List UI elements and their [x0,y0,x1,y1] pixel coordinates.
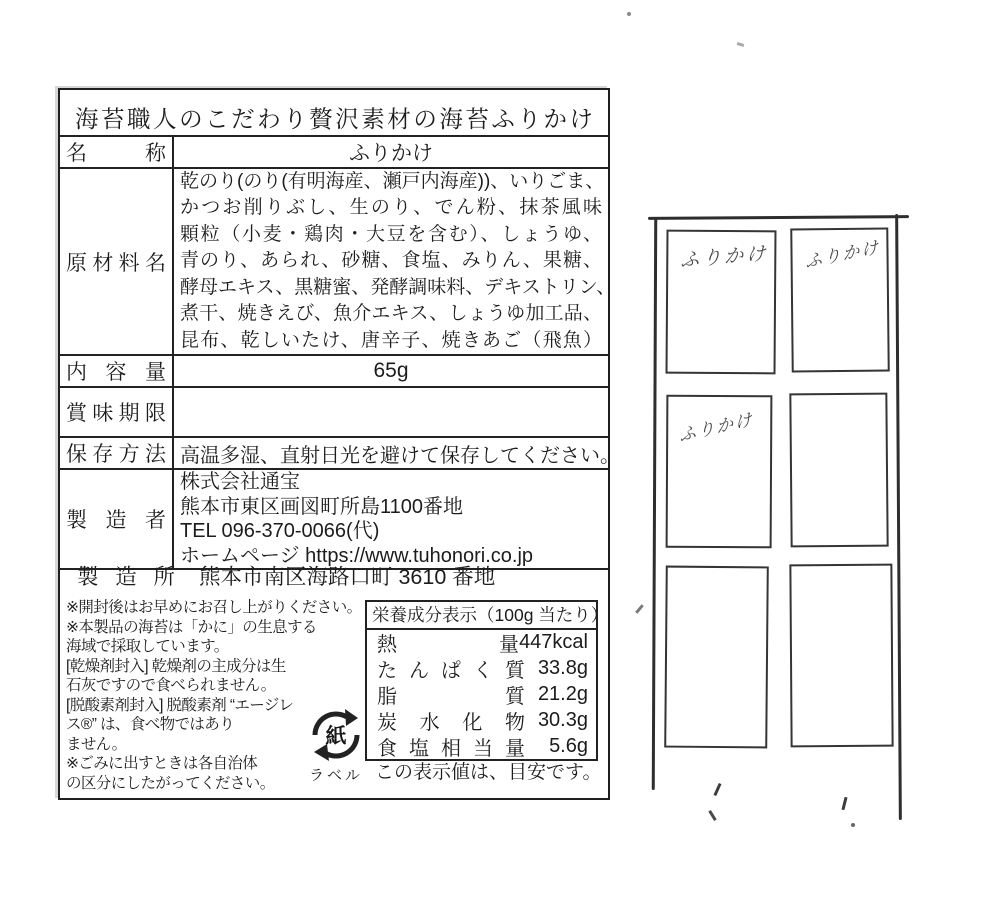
manufacturer-info [173,469,608,569]
note-line: 石灰ですので食べられません。 [66,677,276,694]
spec-value-name: ふりかけ [173,136,608,168]
sketch-outer-top-line [648,215,909,220]
product-label-panel [58,88,620,800]
spec-label-net-content: 内容量 [60,355,173,387]
product-title: 海苔職人のこだわり贅沢素材の海苔ふりかけ [75,106,593,132]
handwritten-furikake: ふりかけ [680,243,769,272]
paper-recycle-mark [300,708,372,785]
sketch-cell [789,564,893,748]
nutrition-name: 脂質 [377,686,525,708]
best-before-value [173,387,608,437]
spec-label-ingredients: 原材料名 [60,168,173,355]
note-line: ※開封後はお早めにお召し上がりください。 [66,599,362,616]
sketch-outer-left-line [652,217,658,790]
ingredients-line: 酵母エキス、黒糖蜜、発酵調味料、デキストリン、 [180,276,616,298]
nutrition-row [367,682,596,708]
ingredients-line: 顆粒（小麦・鶏肉・大豆を含む）、しょうゆ、 [180,223,602,245]
spec-row-net-content [60,355,608,387]
sketch-cell [665,230,776,375]
nutrition-row [367,733,596,759]
factory-address: 熊本市南区海路口町 3610 番地 [199,565,496,589]
manufacturer-tel: TEL 096-370-0066(代) [180,520,380,542]
ingredients-line: 煮干、焼きえび、魚介エキス、しょうゆ加工品、 [180,303,602,325]
nutrition-header: 栄養成分表示（100g 当たり） [367,602,596,630]
manufacturer-homepage: ホームページ https://www.tuhonori.co.jp [180,544,534,567]
nutrition-value: 30.3g [537,708,588,731]
spec-row-ingredients [60,168,608,355]
nutrition-row [367,707,596,733]
spec-table [60,135,620,570]
pen-mark [851,823,855,827]
nutrition-value: 5.6g [549,734,588,757]
note-line: 海域で採取しています。 [66,638,229,655]
storage-value: 高温多湿、直射日光を避けて保存してください。 [173,437,608,469]
note-line: ※本製品の海苔は「かに」の生息する [66,618,317,636]
spec-row-name [60,136,608,168]
sketch-cell [666,395,773,549]
spec-label-storage: 保存方法 [60,437,173,469]
package-sketch [620,200,940,860]
ingredients-line: 昆布、乾しいたけ、唐辛子、焼きあご（飛魚） [180,329,602,351]
spec-row-storage [60,437,608,469]
recycle-icon [309,708,363,762]
nutrition-value: 447kcal [519,631,588,654]
spec-label-manufacturer: 製造者 [60,469,173,569]
note-line: ス®” は、食べ物ではあり [66,716,235,733]
spec-label-name: 名称 [60,136,173,168]
manufacturer-address: 熊本市東区画図町所島1100番地 [180,495,464,518]
sketch-cell [790,227,890,372]
scan-speck [627,12,631,16]
nutrition-value: 21.2g [537,682,588,705]
ingredients-text [173,168,616,355]
spec-row-manufacturer [60,469,608,569]
nutrition-row [367,656,596,682]
sketch-cell [789,393,888,548]
spec-label-best-before: 賞味期限 [60,387,173,437]
note-line: [乾燥剤封入] 乾燥剤の主成分は生 [66,657,286,675]
scan-speck [737,42,745,47]
recycle-caption: ラベル [308,767,363,784]
nutrition-row [367,630,596,656]
nutrition-footer: この表示値は、目安です。 [375,762,602,783]
sketch-cell [664,566,769,749]
manufacturer-company: 株式会社通宝 [180,471,300,493]
handwritten-furikake: ふりかけ [804,237,881,272]
nutrition-name: 炭水化物 [377,711,525,734]
nutrition-table [365,600,609,761]
ingredients-line: かつお削りぶし、生のり、でん粉、抹茶風味 [180,197,602,219]
nutrition-name: たんぱく質 [377,660,525,683]
nutrition-name: 熱量 [377,634,520,657]
note-line: ※ごみに出すときは各自治体 [66,755,258,772]
recycle-symbol: 紙 [325,725,347,748]
ingredients-line: 乾のり(のり(有明海産、瀬戸内海産))、いりごま、 [180,171,605,193]
factory-label: 製造所 [77,565,175,589]
handwritten-furikake: ふりかけ [678,409,755,446]
nutrition-name: 食塩相当量 [377,737,525,760]
note-line: の区分にしたがってください。 [66,774,275,792]
sketch-outer-right-line [895,214,902,820]
spec-row-best-before [60,387,608,437]
net-content-value: 65g [173,355,608,387]
ingredients-line: 青のり、あられ、砂糖、食塩、みりん、果糖、 [180,250,602,272]
note-line: ません。 [66,735,127,753]
nutrition-value: 33.8g [537,657,588,680]
note-line: [脱酸素剤封入] 脱酸素剤 “エージレ [66,696,294,714]
factory-row [60,558,495,596]
